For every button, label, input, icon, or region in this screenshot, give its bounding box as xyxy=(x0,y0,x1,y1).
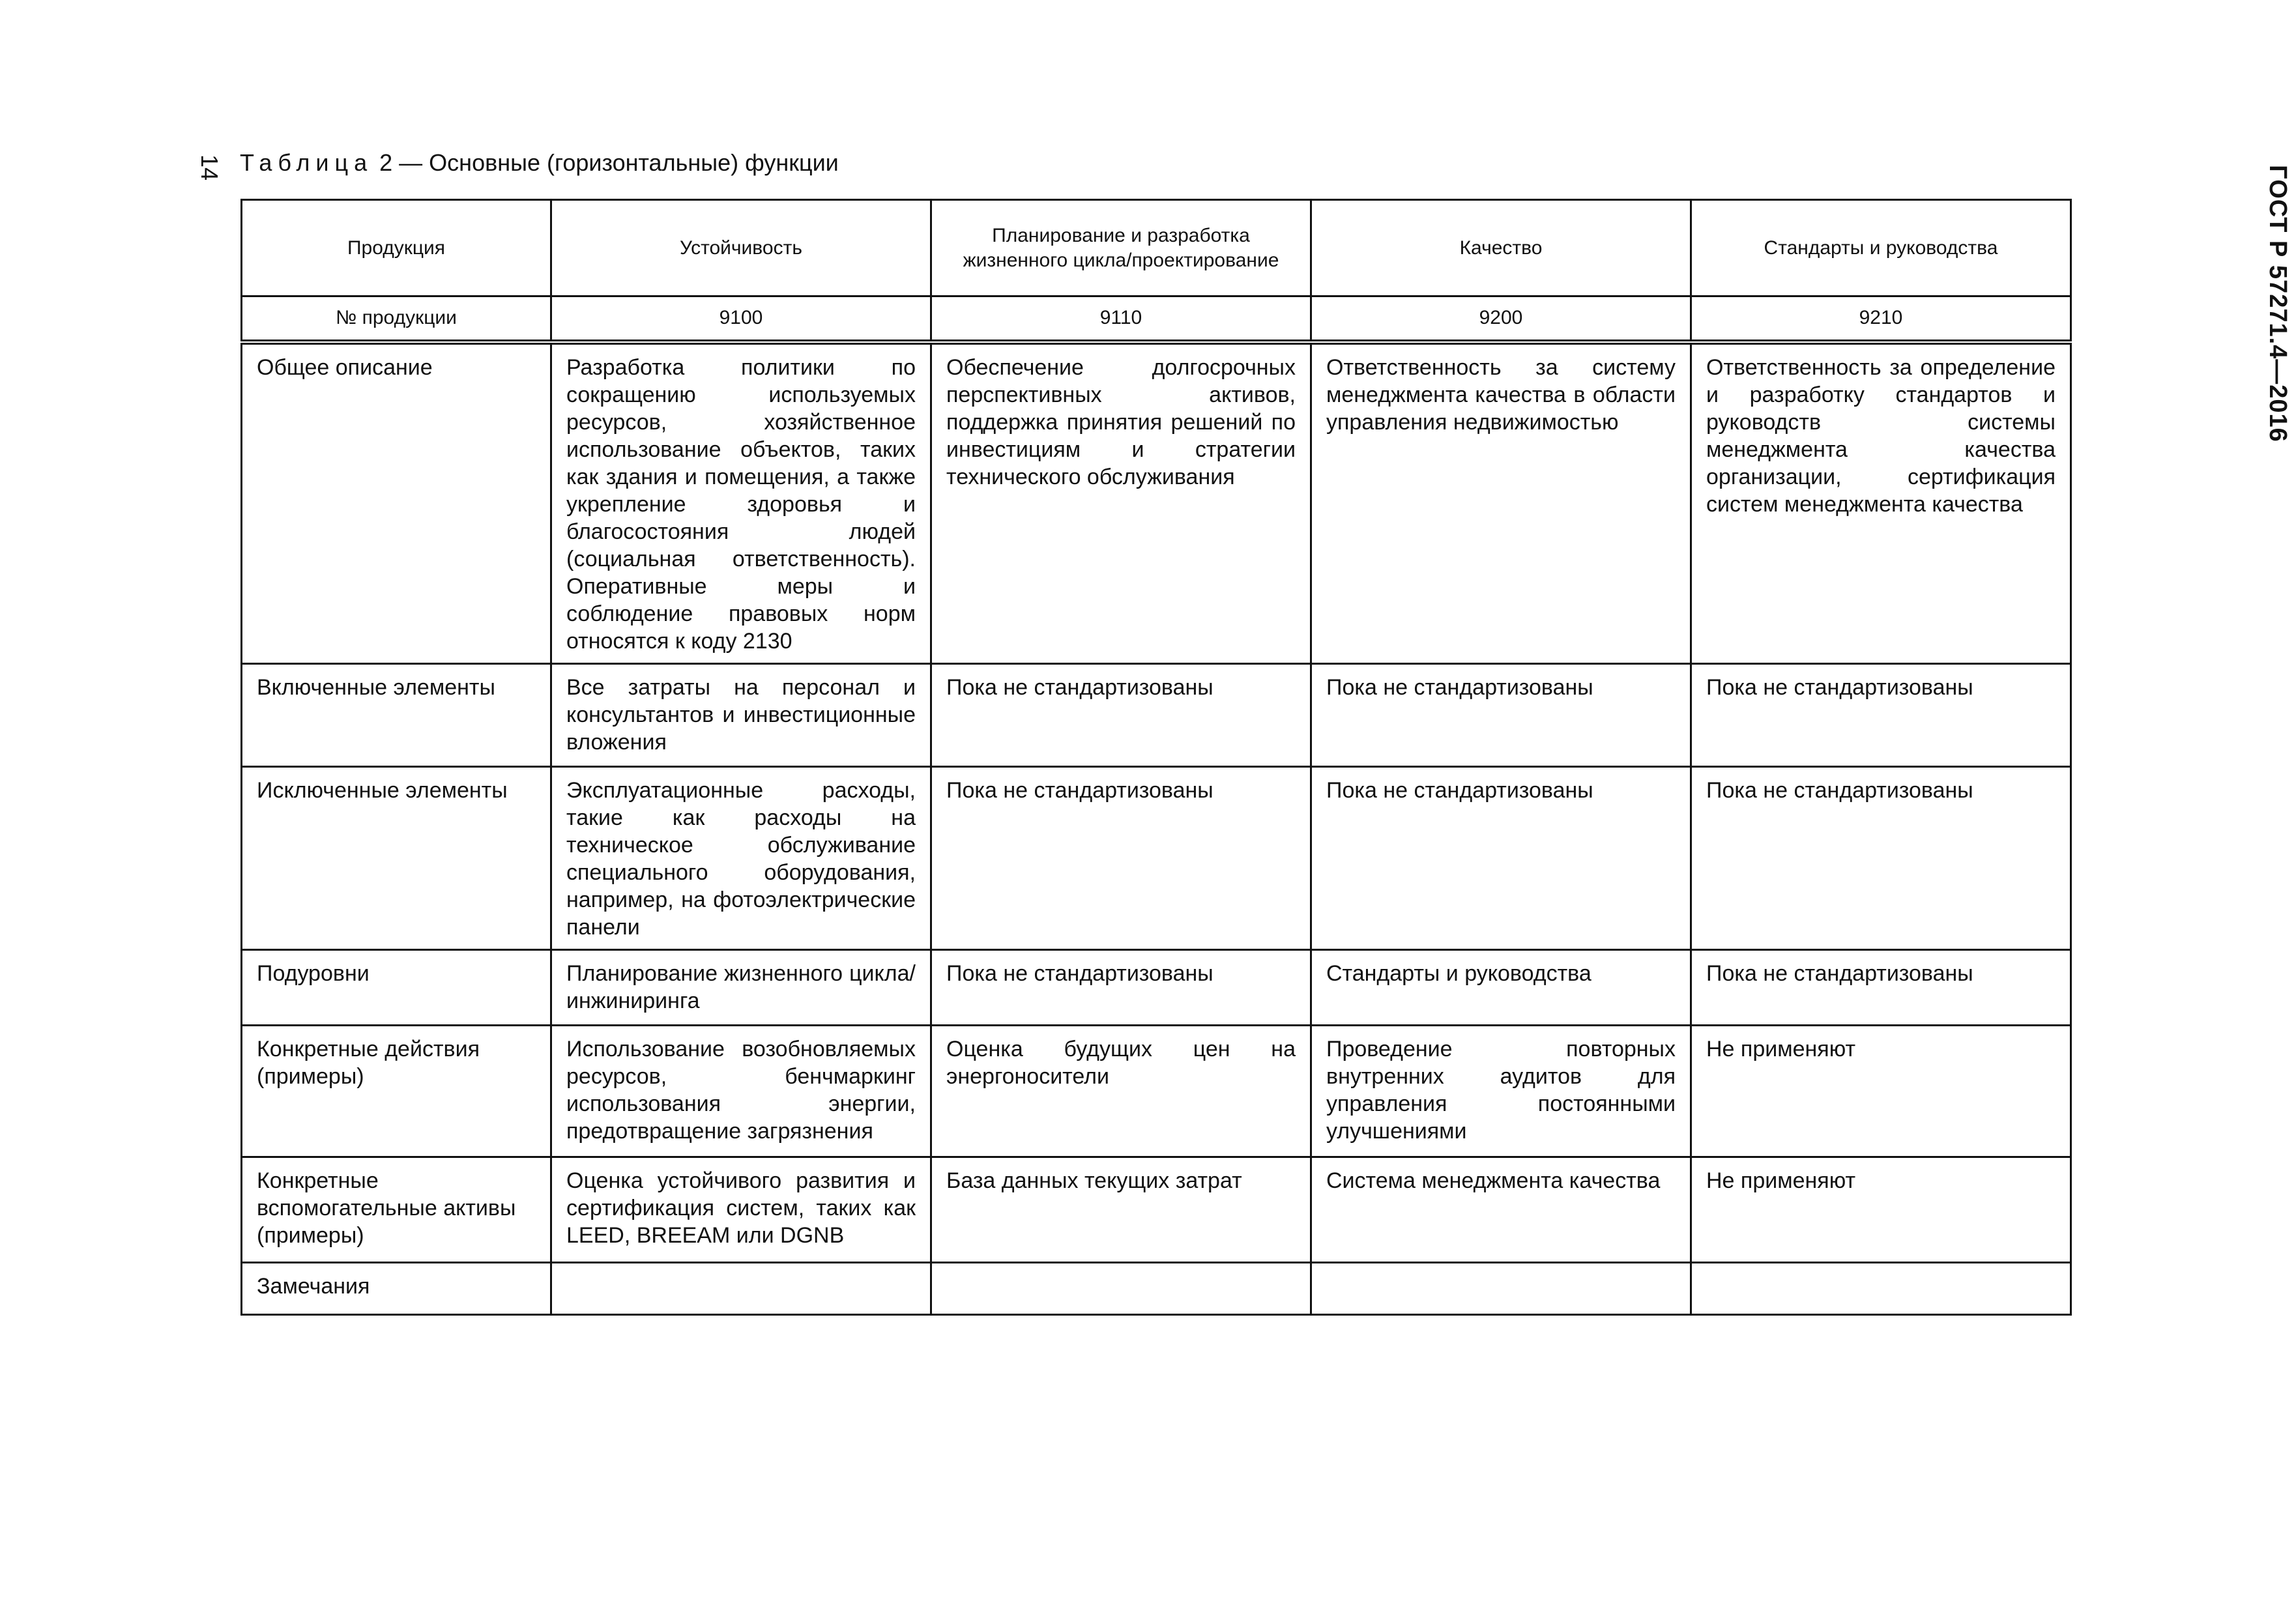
table-row xyxy=(242,342,2071,664)
table-cell: Ответственность за определение и разработку стандартов и руководств системы менеджмента качества организации, сертификация систем менеджмента качества xyxy=(1691,342,2071,664)
table-cell: Система менеджмента качества xyxy=(1311,1157,1691,1263)
table-row xyxy=(242,1026,2071,1157)
table-cell: Разработка политики по сокращению используемых ресурсов, хозяйственное использование объектов, таких как здания и помещения, а также укрепление здоровья и благосостояния людей (социальная ответственность). Оперативные меры и соблюдение правовых норм относятся к коду 2130 xyxy=(551,342,931,664)
table-cell: Проведение повторных внутренних аудитов для управления постоянными улучшениями xyxy=(1311,1026,1691,1157)
table-code-row xyxy=(242,296,2071,342)
row-label: Включенные элементы xyxy=(242,664,551,767)
table-cell: Пока не стандартизованы xyxy=(931,664,1311,767)
table-cell: Оценка будущих цен на энергоносители xyxy=(931,1026,1311,1157)
row-label: Замечания xyxy=(242,1263,551,1315)
table-row xyxy=(242,950,2071,1026)
header-cell-quality: Качество xyxy=(1311,200,1691,296)
code-cell-9200: 9200 xyxy=(1311,296,1691,342)
table-cell: База данных текущих затрат xyxy=(931,1157,1311,1263)
row-label: Конкретные действия (примеры) xyxy=(242,1026,551,1157)
table-caption xyxy=(240,147,839,179)
table-cell: Ответственность за систему менеджмента качества в области управления недвижимостью xyxy=(1311,342,1691,664)
table-cell: Пока не стандартизованы xyxy=(1311,767,1691,950)
table-row xyxy=(242,767,2071,950)
code-cell-9210: 9210 xyxy=(1691,296,2071,342)
table-cell: Обеспечение долгосрочных перспективных активов, поддержка принятия решений по инвестициям и стратегии технического обслуживания xyxy=(931,342,1311,664)
table-cell xyxy=(551,1263,931,1315)
table-cell: Использование возобновляемых ресурсов, бенчмаркинг использования энергии, предотвращение загрязнения xyxy=(551,1026,931,1157)
table-row xyxy=(242,664,2071,767)
table-cell xyxy=(1311,1263,1691,1315)
table-cell: Все затраты на персонал и консультантов и инвестиционные вложения xyxy=(551,664,931,767)
row-label: Конкретные вспомогательные активы (примеры) xyxy=(242,1157,551,1263)
code-cell-9110: 9110 xyxy=(931,296,1311,342)
table-cell xyxy=(931,1263,1311,1315)
functions-table xyxy=(240,199,2072,1316)
table-cell: Пока не стандартизованы xyxy=(931,767,1311,950)
table-header-row xyxy=(242,200,2071,296)
table-cell: Эксплуатационные расходы, такие как расходы на техническое обслуживание специального оборудования, например, на фотоэлектрические панели xyxy=(551,767,931,950)
row-label: Общее описание xyxy=(242,342,551,664)
row-label: Исключенные элементы xyxy=(242,767,551,950)
table-cell: Оценка устойчивого развития и сертификация систем, таких как LEED, BREEAM или DGNB xyxy=(551,1157,931,1263)
page-number: 14 xyxy=(196,154,223,181)
table-row xyxy=(242,1263,2071,1315)
table-cell: Планирование жизненного цикла/инжиниринга xyxy=(551,950,931,1026)
table-cell: Стандарты и руководства xyxy=(1311,950,1691,1026)
header-cell-lifecycle-planning: Планирование и разработка жизненного цикла/проектирование xyxy=(931,200,1311,296)
header-cell-product: Продукция xyxy=(242,200,551,296)
table-caption-text: 2 — Основные (горизонтальные) функции xyxy=(373,149,839,176)
table-cell: Не применяют xyxy=(1691,1026,2071,1157)
table-cell: Пока не стандартизованы xyxy=(1691,950,2071,1026)
table-cell: Не применяют xyxy=(1691,1157,2071,1263)
table-cell: Пока не стандартизованы xyxy=(931,950,1311,1026)
code-cell-label: № продукции xyxy=(242,296,551,342)
document-code: ГОСТ Р 57271.4—2016 xyxy=(2264,165,2291,442)
table-cell: Пока не стандартизованы xyxy=(1691,664,2071,767)
table-row xyxy=(242,1157,2071,1263)
header-cell-standards: Стандарты и руководства xyxy=(1691,200,2071,296)
table-caption-label: Таблица xyxy=(240,149,373,176)
row-label: Подуровни xyxy=(242,950,551,1026)
table-cell: Пока не стандартизованы xyxy=(1691,767,2071,950)
table-cell: Пока не стандартизованы xyxy=(1311,664,1691,767)
table-cell xyxy=(1691,1263,2071,1315)
header-cell-sustainability: Устойчивость xyxy=(551,200,931,296)
code-cell-9100: 9100 xyxy=(551,296,931,342)
